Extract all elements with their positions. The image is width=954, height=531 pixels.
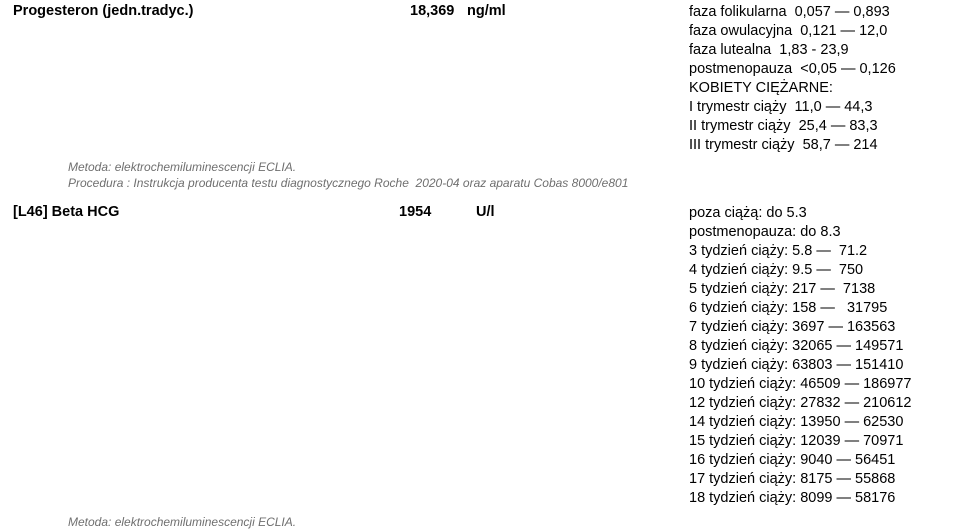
reference-range-line: 16 tydzień ciąży: 9040 — 56451	[689, 452, 896, 468]
test-unit: ng/ml	[467, 3, 506, 19]
reference-range-line: III trymestr ciąży 58,7 — 214	[689, 137, 878, 153]
test-value: 1954	[399, 204, 432, 220]
reference-range-line: II trymestr ciąży 25,4 — 83,3	[689, 118, 878, 134]
reference-range-line: I trymestr ciąży 11,0 — 44,3	[689, 99, 873, 115]
method-note: Metoda: elektrochemiluminescencji ECLIA.	[68, 515, 297, 529]
reference-range-line: 3 tydzień ciąży: 5.8 — 71.2	[689, 243, 868, 259]
reference-range-line: poza ciążą: do 5.3	[689, 205, 807, 221]
reference-range-line: KOBIETY CIĘŻARNE:	[689, 80, 833, 96]
reference-range-line: postmenopauza <0,05 — 0,126	[689, 61, 896, 77]
reference-range-line: 7 tydzień ciąży: 3697 — 163563	[689, 319, 896, 335]
test-result-beta-hcg	[0, 203, 954, 529]
test-result-progesterone	[0, 2, 954, 197]
reference-range-line: postmenopauza: do 8.3	[689, 224, 841, 240]
reference-range-line: faza owulacyjna 0,121 — 12,0	[689, 23, 888, 39]
reference-range-line: 17 tydzień ciąży: 8175 — 55868	[689, 471, 896, 487]
test-unit: U/l	[476, 204, 495, 220]
reference-range-line: faza folikularna 0,057 — 0,893	[689, 4, 890, 20]
reference-range-line: 14 tydzień ciąży: 13950 — 62530	[689, 414, 904, 430]
test-name: [L46] Beta HCG	[13, 204, 120, 220]
reference-range-line: 4 tydzień ciąży: 9.5 — 750	[689, 262, 864, 278]
test-name: Progesteron (jedn.tradyc.)	[13, 3, 194, 19]
reference-range-line: 5 tydzień ciąży: 217 — 7138	[689, 281, 876, 297]
reference-range-line: 15 tydzień ciąży: 12039 — 70971	[689, 433, 904, 449]
reference-range-line: 18 tydzień ciąży: 8099 — 58176	[689, 490, 896, 506]
method-note: Metoda: elektrochemiluminescencji ECLIA.	[68, 160, 297, 174]
test-value: 18,369	[410, 3, 455, 19]
reference-range-line: 6 tydzień ciąży: 158 — 31795	[689, 300, 888, 316]
reference-range-line: 8 tydzień ciąży: 32065 — 149571	[689, 338, 904, 354]
reference-ranges	[689, 3, 896, 155]
reference-ranges	[689, 204, 911, 508]
procedure-note: Procedura : Instrukcja producenta testu diagnostycznego Roche 2020-04 oraz aparatu Cobas 8000/e801	[68, 176, 629, 190]
reference-range-line: 12 tydzień ciąży: 27832 — 210612	[689, 395, 912, 411]
reference-range-line: 9 tydzień ciąży: 63803 — 151410	[689, 357, 904, 373]
reference-range-line: faza lutealna 1,83 - 23,9	[689, 42, 849, 58]
reference-range-line: 10 tydzień ciąży: 46509 — 186977	[689, 376, 912, 392]
